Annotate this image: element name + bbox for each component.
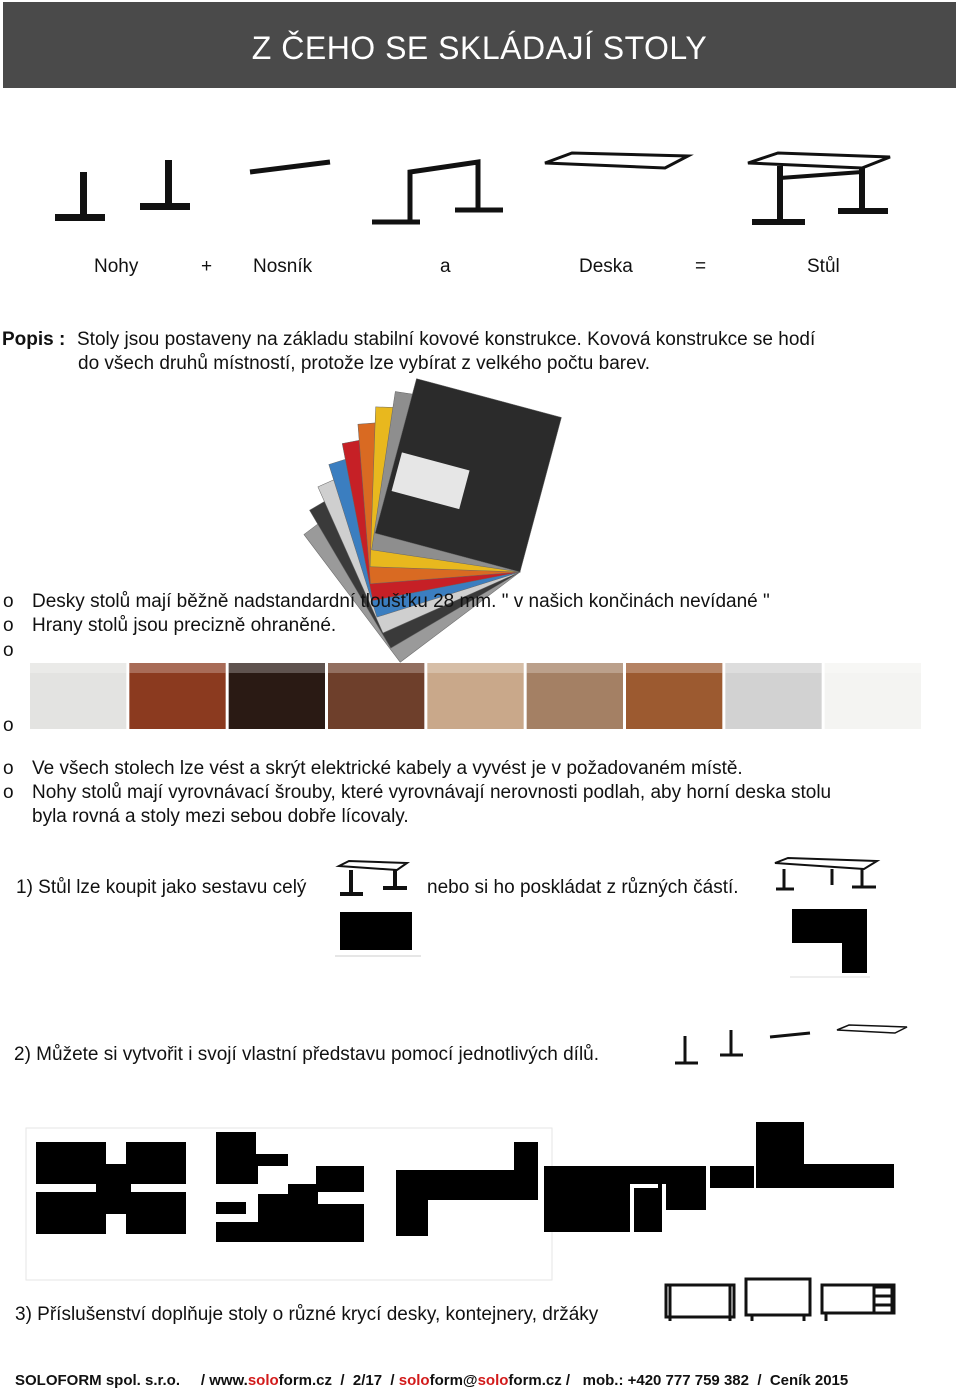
footer-pricelist: Ceník 2015	[769, 1372, 849, 1389]
footer-web-brand: solo	[247, 1372, 279, 1389]
wood-sample-highlight	[328, 663, 424, 673]
bullet-marker: o	[3, 758, 14, 779]
bullet-cables: Ve všech stolech lze vést a skrýt elektrické kabely a vyvést je v požadovaném místě.	[32, 758, 743, 779]
complete-table-icon	[335, 858, 425, 958]
label-table: Stůl	[807, 256, 840, 277]
bullet-leveling-line-2: byla rovná a stoly mezi sebou dobře lícovaly.	[32, 806, 409, 827]
leg-left-icon	[55, 172, 105, 221]
plus-sign: +	[201, 256, 213, 277]
accessories-icon	[662, 1275, 900, 1327]
footer-web-rest[interactable]: form.cz	[278, 1372, 332, 1389]
bullet-leveling-line-1: Nohy stolů mají vyrovnávací šrouby, které vyrovnávají nerovnosti podlah, aby horní deska stolu	[32, 782, 832, 803]
wood-sample-highlight	[626, 663, 722, 673]
equals-sign: =	[695, 256, 707, 277]
footer-phone: mob.: +420 777 759 382	[582, 1372, 749, 1389]
bullet-marker: o	[3, 782, 14, 803]
leg-right-icon	[140, 160, 190, 210]
page-title: Z ČEHO SE SKLÁDAJÍ STOLY	[251, 30, 708, 66]
beam-icon	[250, 162, 330, 172]
bullet-marker: o	[3, 591, 14, 612]
wood-sample-highlight	[229, 663, 325, 673]
wood-sample-highlight	[527, 663, 623, 673]
label-beam: Nosník	[253, 256, 313, 277]
footer-separator: /	[757, 1372, 762, 1389]
desk-top-icon	[545, 153, 688, 168]
bullet-marker: o	[3, 615, 14, 636]
description-line-1: Stoly jsou postaveny na základu stabilní kovové konstrukce. Kovová konstrukce se hodí	[77, 329, 816, 350]
bullet-edges: Hrany stolů jsou precizně ohraněné.	[32, 615, 337, 636]
bullet-marker: o	[3, 715, 14, 736]
table-components-illustration	[0, 0, 960, 240]
wood-edge-samples-image	[30, 659, 924, 733]
wood-sample-highlight	[30, 663, 126, 673]
option-1-text: 1) Stůl lze koupit jako sestavu celý	[16, 877, 307, 898]
bullet-marker: o	[3, 640, 14, 661]
footer-mail-brand-1: solo	[398, 1372, 430, 1389]
table-parts-icon	[772, 855, 884, 980]
option-3-text: 3) Příslušenství doplňuje stoly o různé krycí desky, kontejnery, držáky	[15, 1304, 599, 1325]
frame-icon	[372, 162, 503, 222]
footer-mail-rest[interactable]: form.cz /	[508, 1372, 571, 1389]
layout-row	[544, 1122, 894, 1232]
table-icon	[748, 153, 890, 222]
footer-separator: /	[390, 1372, 395, 1389]
option-2-text: 2) Můžete si vytvořit i svojí vlastní představu pomocí jednotlivých dílů.	[14, 1044, 600, 1065]
footer-page-number: 2/17	[352, 1372, 383, 1389]
option-1-text-continued: nebo si ho poskládat z různých částí.	[427, 877, 739, 898]
individual-parts-icon	[665, 1022, 920, 1074]
color-swatch-fan-image	[330, 392, 600, 587]
footer-company: SOLOFORM spol. s.r.o.	[15, 1372, 181, 1389]
label-legs: Nohy	[94, 256, 139, 277]
footer-mail-brand-2: solo	[477, 1372, 509, 1389]
label-and: a	[440, 256, 451, 277]
wood-sample-highlight	[427, 663, 523, 673]
wood-sample-highlight	[825, 663, 921, 673]
desk-layout-configurations-image	[26, 1122, 896, 1282]
bullet-board-thickness: Desky stolů mají běžně nadstandardní tloušťku 28 mm. " v našich končinách nevídané "	[32, 591, 770, 612]
page-footer	[15, 1372, 955, 1389]
wood-sample-highlight	[725, 663, 821, 673]
description-line-2: do všech druhů místností, protože lze vybírat z velkého počtu barev.	[78, 353, 651, 374]
footer-mail-mid[interactable]: form@	[429, 1372, 478, 1389]
description-label: Popis :	[2, 329, 66, 350]
footer-separator: /	[340, 1372, 345, 1389]
label-top: Deska	[579, 256, 633, 277]
wood-sample-highlight	[129, 663, 225, 673]
footer-web-prefix: / www.	[200, 1372, 248, 1389]
